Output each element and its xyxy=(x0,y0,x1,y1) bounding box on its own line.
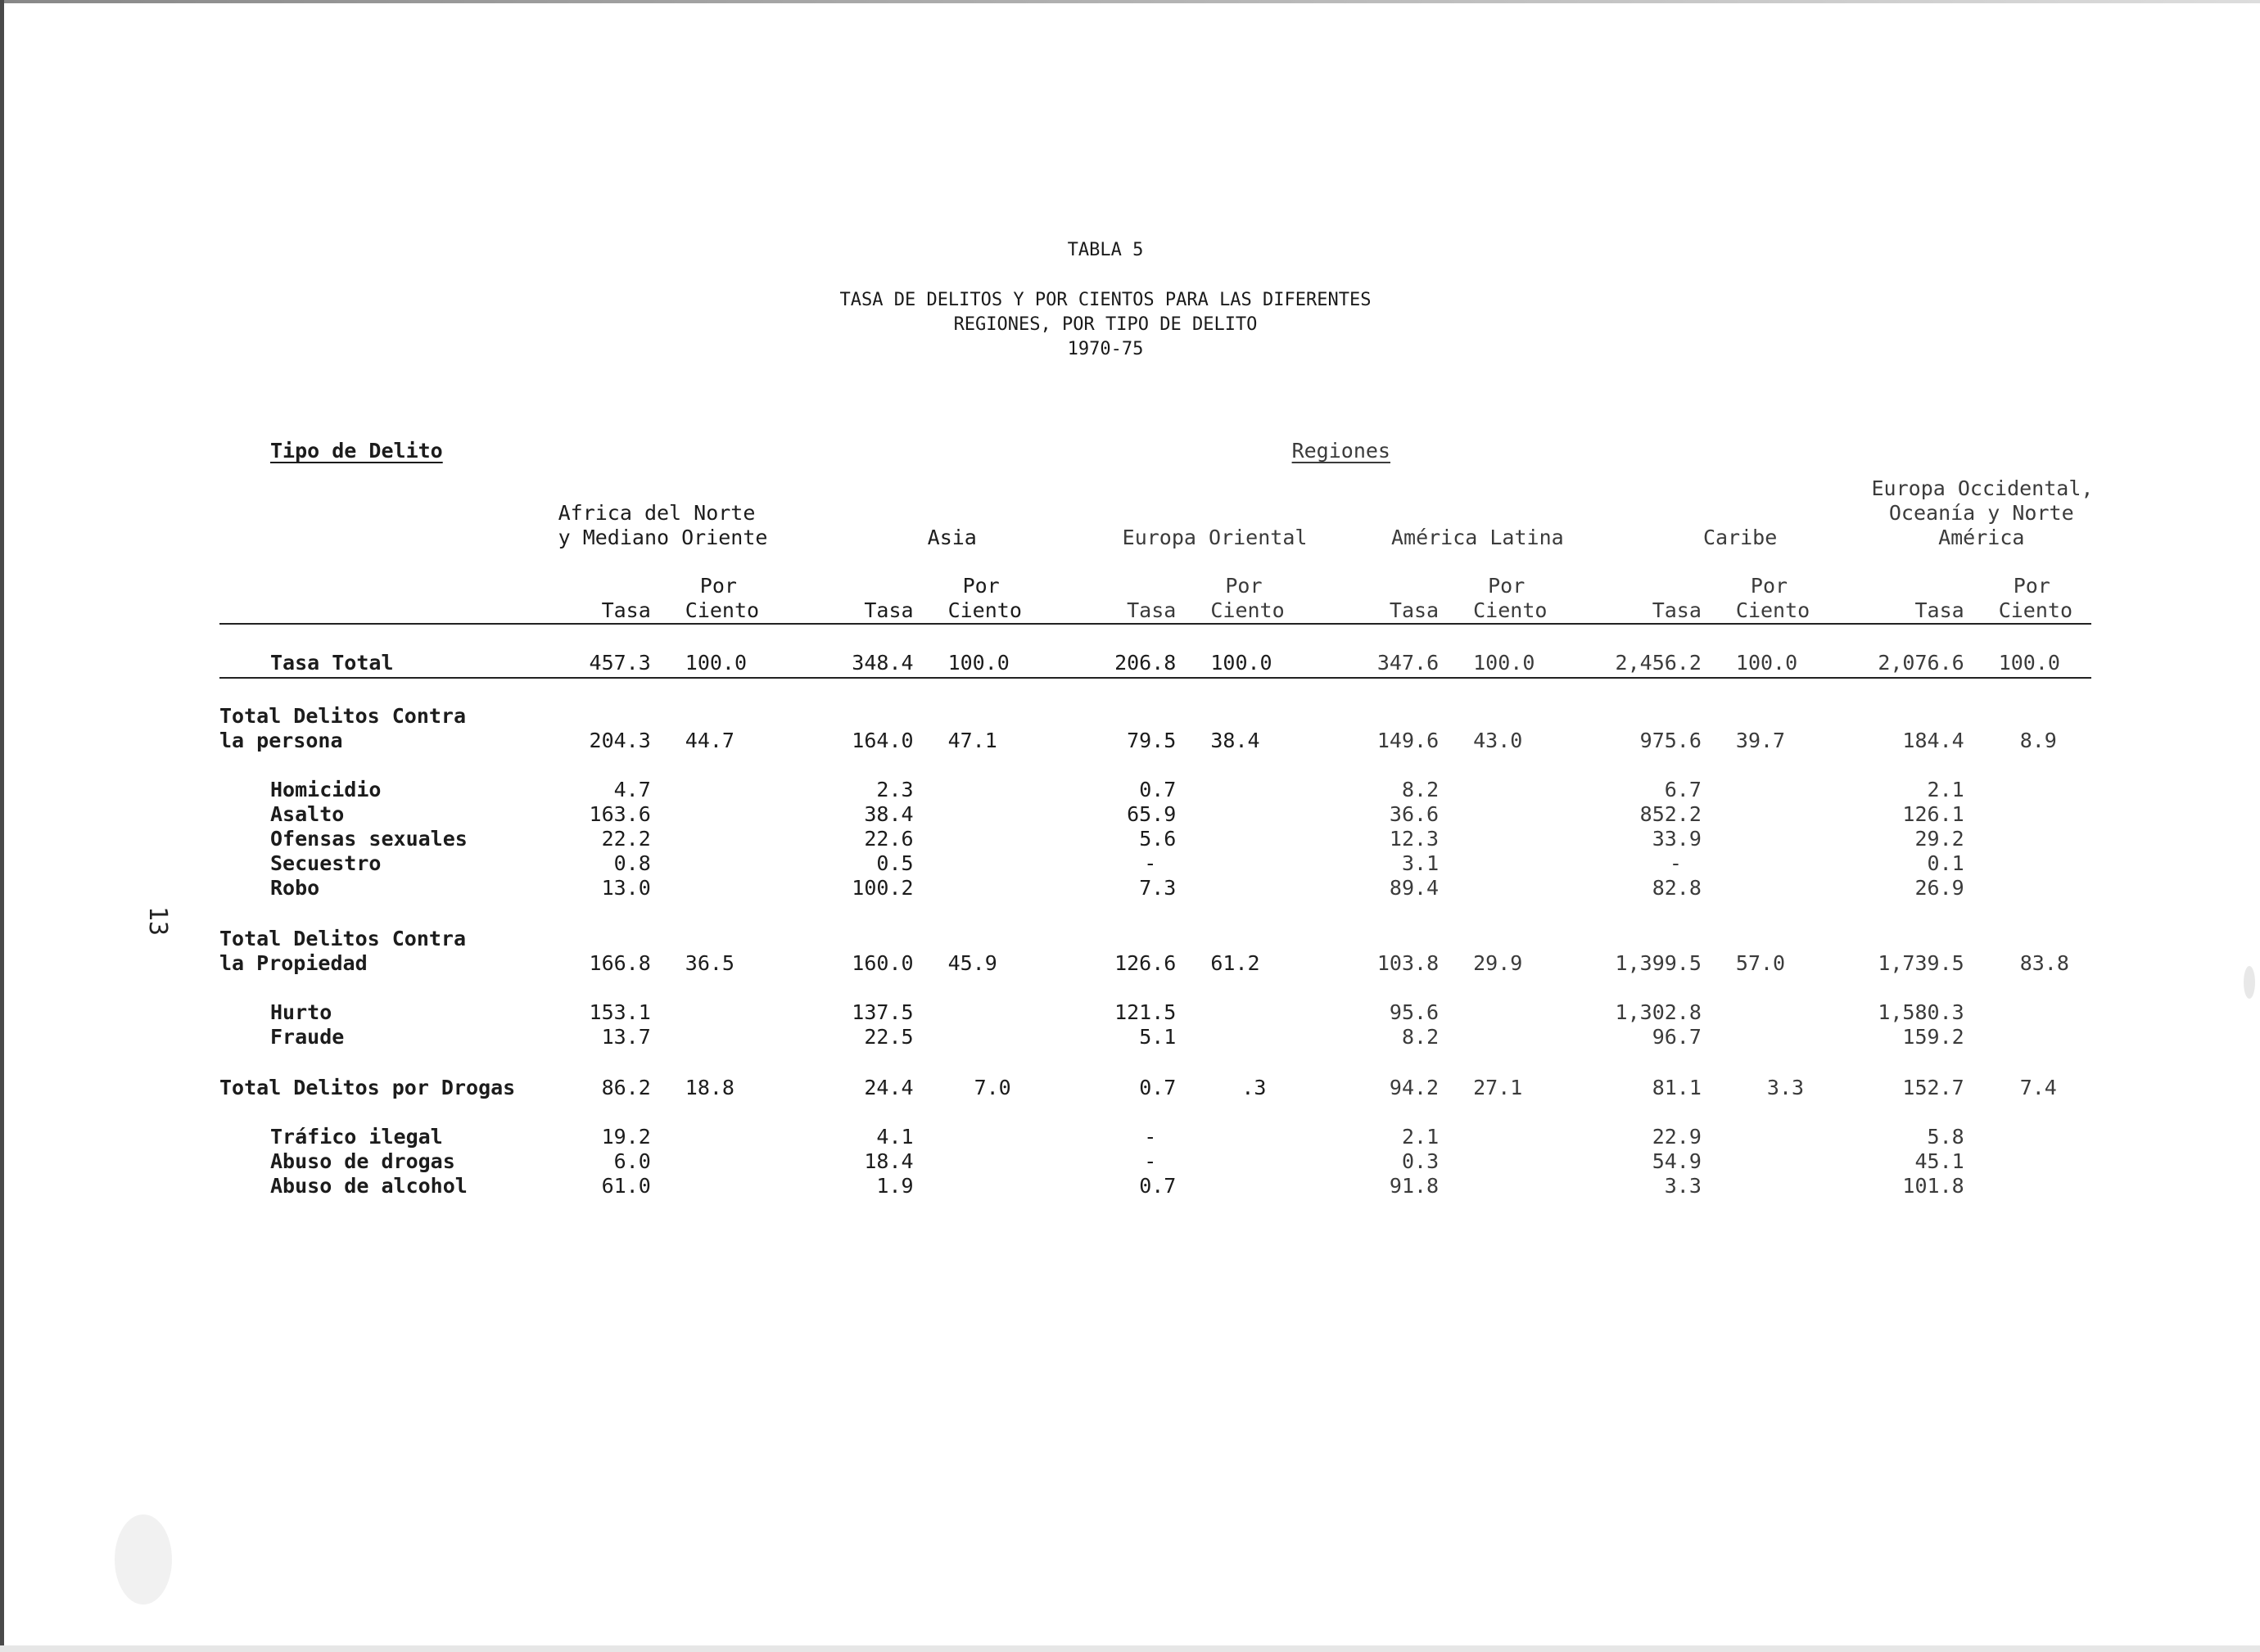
cell-value: 36.6 xyxy=(1389,802,1440,826)
cell-value: 126.6 xyxy=(1114,951,1177,975)
cell-value: 163.6 xyxy=(589,802,651,826)
table-label: TABLA 5 xyxy=(1067,240,1144,260)
table-title-line-1: TASA DE DELITOS Y POR CIENTOS PARA LAS DIFERENTES xyxy=(839,290,1372,310)
page-top-edge xyxy=(0,0,2260,3)
cell-value: 86.2 xyxy=(601,1076,651,1099)
cell-value: 852.2 xyxy=(1639,802,1702,826)
cell-value: 22.9 xyxy=(1652,1125,1702,1149)
cell-value: 166.8 xyxy=(589,951,651,975)
cell-value: 4.1 xyxy=(876,1125,914,1149)
cell-value: 6.7 xyxy=(1664,778,1702,801)
table-row xyxy=(219,753,2091,802)
cell-value: 0.7 xyxy=(1139,1076,1177,1099)
cell-value: 100.0 xyxy=(1721,624,1872,678)
cell-value: 1,580.3 xyxy=(1878,1000,1964,1024)
table-row xyxy=(219,1149,2091,1174)
cell-value: 7.3 xyxy=(1139,876,1177,900)
cell-value: 27.1 xyxy=(1473,1076,1523,1099)
cell-value: .3 xyxy=(1241,1076,1267,1099)
cell-value: 457.3 xyxy=(558,624,671,678)
cell-value: 0.1 xyxy=(1927,851,1964,875)
cell-value: 152.7 xyxy=(1902,1076,1964,1099)
cell-value: 44.7 xyxy=(685,729,734,752)
row-label: Ofensas sexuales xyxy=(270,827,468,851)
cell-value: 1,302.8 xyxy=(1615,1000,1702,1024)
row-label: Abuso de alcohol xyxy=(270,1174,468,1198)
cell-value: 2.3 xyxy=(876,778,914,801)
cell-value: 348.4 xyxy=(820,624,933,678)
cell-value: 100.0 xyxy=(1984,624,2091,678)
cell-value: 0.7 xyxy=(1139,1174,1177,1198)
table-row-section-total xyxy=(219,1049,2091,1100)
subheader-tasa: Tasa xyxy=(1609,550,1721,624)
cell-value: 65.9 xyxy=(1127,802,1177,826)
cell-value: 100.0 xyxy=(671,624,821,678)
cell-value: 83.8 xyxy=(2019,951,2069,975)
cell-value: 0.7 xyxy=(1139,778,1177,801)
table-row xyxy=(219,1100,2091,1149)
cell-value: 3.3 xyxy=(1766,1076,1805,1099)
paper-smudge xyxy=(115,1514,172,1605)
cell-value: 126.1 xyxy=(1902,802,1964,826)
subheader-tasa: Tasa xyxy=(820,550,933,624)
cell-value: 184.4 xyxy=(1902,729,1964,752)
cell-value: 1.9 xyxy=(876,1174,914,1198)
subheader-row xyxy=(219,550,2091,624)
subheader-por-ciento: Por Ciento xyxy=(671,550,821,624)
cell-value: 57.0 xyxy=(1735,951,1786,975)
cell-value: 22.6 xyxy=(864,827,914,851)
cell-value: 3.1 xyxy=(1401,851,1440,875)
cell-value: 18.8 xyxy=(685,1076,734,1099)
cell-value: 8.2 xyxy=(1401,778,1440,801)
cell-value: 100.2 xyxy=(852,876,914,900)
cell-value: 94.2 xyxy=(1389,1076,1440,1099)
cell-value: 5.6 xyxy=(1139,827,1177,851)
cell-value: 159.2 xyxy=(1902,1025,1964,1049)
row-label: Homicidio xyxy=(270,778,382,801)
cell-value: 96.7 xyxy=(1652,1025,1702,1049)
cell-value: 101.8 xyxy=(1902,1174,1964,1198)
cell-value: 36.5 xyxy=(685,951,734,975)
row-label: Hurto xyxy=(270,1000,332,1024)
cell-value: 18.4 xyxy=(864,1149,914,1173)
cell-value: 8.2 xyxy=(1401,1025,1440,1049)
cell-value: 7.4 xyxy=(2019,1076,2057,1099)
subheader-por-ciento: Por Ciento xyxy=(933,550,1084,624)
row-label: Fraude xyxy=(270,1025,345,1049)
cell-value: 54.9 xyxy=(1652,1149,1702,1173)
cell-value: 13.7 xyxy=(601,1025,651,1049)
header-row-top xyxy=(219,439,2091,463)
subheader-por-ciento: Por Ciento xyxy=(1196,550,1346,624)
table-row xyxy=(219,976,2091,1025)
cell-value: 0.3 xyxy=(1401,1149,1440,1173)
cell-value: 26.9 xyxy=(1914,876,1964,900)
cell-value: - xyxy=(1144,1149,1157,1173)
page-number: 13 xyxy=(143,905,172,937)
cell-value: 29.2 xyxy=(1914,827,1964,851)
cell-value: 5.8 xyxy=(1927,1125,1964,1149)
cell-value: 43.0 xyxy=(1473,729,1523,752)
cell-value: 45.1 xyxy=(1914,1149,1964,1173)
table-row xyxy=(219,802,2091,827)
cell-value: 91.8 xyxy=(1389,1174,1440,1198)
region-header-europa-oriental: Europa Oriental xyxy=(1122,526,1308,549)
row-label: Tráfico ilegal xyxy=(270,1125,443,1149)
cell-value: 160.0 xyxy=(852,951,914,975)
cell-value: 2.1 xyxy=(1927,778,1964,801)
subheader-tasa: Tasa xyxy=(1083,550,1196,624)
cell-value: 206.8 xyxy=(1083,624,1196,678)
cell-value: 22.2 xyxy=(601,827,651,851)
table-row xyxy=(219,851,2091,876)
cell-value: 24.4 xyxy=(864,1076,914,1099)
subheader-tasa: Tasa xyxy=(1346,550,1458,624)
cell-value: 164.0 xyxy=(852,729,914,752)
subheader-tasa: Tasa xyxy=(1872,550,1984,624)
cell-value: 33.9 xyxy=(1652,827,1702,851)
table-row-section-total xyxy=(219,678,2091,753)
cell-value: 975.6 xyxy=(1639,729,1702,752)
cell-value: 7.0 xyxy=(974,1076,1011,1099)
cell-value: 4.7 xyxy=(613,778,651,801)
cell-value: 137.5 xyxy=(852,1000,914,1024)
cell-value: 100.0 xyxy=(933,624,1084,678)
table-title-line-3: 1970-75 xyxy=(1067,339,1144,359)
cell-value: 2,076.6 xyxy=(1872,624,1984,678)
row-label: Secuestro xyxy=(270,851,382,875)
cell-value: 12.3 xyxy=(1389,827,1440,851)
cell-value: 6.0 xyxy=(613,1149,651,1173)
subheader-por-ciento: Por Ciento xyxy=(1721,550,1872,624)
cell-value: 22.5 xyxy=(864,1025,914,1049)
cell-value: 3.3 xyxy=(1664,1174,1702,1198)
cell-value: 103.8 xyxy=(1376,951,1440,975)
region-header-caribe: Caribe xyxy=(1702,526,1778,549)
cell-value: 61.2 xyxy=(1210,951,1260,975)
cell-value: 149.6 xyxy=(1376,729,1440,752)
cell-value: 2,456.2 xyxy=(1609,624,1721,678)
cell-value: 204.3 xyxy=(589,729,651,752)
subheader-por-ciento: Por Ciento xyxy=(1458,550,1609,624)
cell-value: 121.5 xyxy=(1114,1000,1177,1024)
cell-value: 153.1 xyxy=(589,1000,651,1024)
subheader-por-ciento: Por Ciento xyxy=(1984,550,2091,624)
cell-value: 81.1 xyxy=(1652,1076,1702,1099)
cell-value: 1,399.5 xyxy=(1615,951,1702,975)
table-row-section-total xyxy=(219,900,2091,976)
table-row xyxy=(219,1025,2091,1049)
cell-value: 47.1 xyxy=(947,729,997,752)
crime-rate-table xyxy=(219,439,2094,1198)
row-label: Robo xyxy=(270,876,320,900)
row-label: Asalto xyxy=(270,802,345,826)
cell-value: 61.0 xyxy=(601,1174,651,1198)
cell-value: 45.9 xyxy=(947,951,997,975)
subheader-tasa: Tasa xyxy=(558,550,671,624)
cell-value: 1,739.5 xyxy=(1878,951,1964,975)
region-header-europa-occidental: Europa Occidental, Oceanía y Norte América xyxy=(1871,476,2094,549)
row-label: Tasa Total xyxy=(219,624,558,678)
region-header-africa: Africa del Norte y Mediano Oriente xyxy=(558,501,768,549)
cell-value: 89.4 xyxy=(1389,876,1440,900)
cell-value: 38.4 xyxy=(1210,729,1260,752)
cell-value: 100.0 xyxy=(1458,624,1609,678)
cell-value: 13.0 xyxy=(601,876,651,900)
section-label: Total Delitos Contra la persona xyxy=(219,704,467,752)
cell-value: 0.8 xyxy=(613,851,651,875)
paper-smudge xyxy=(2244,966,2255,999)
cell-value: 8.9 xyxy=(2019,729,2057,752)
page-left-edge xyxy=(0,0,4,1652)
table-title-line-2: REGIONES, POR TIPO DE DELITO xyxy=(953,314,1258,335)
section-label: Total Delitos por Drogas xyxy=(219,1076,516,1099)
cell-value: 100.0 xyxy=(1196,624,1346,678)
cell-value: 2.1 xyxy=(1401,1125,1440,1149)
row-label: Abuso de drogas xyxy=(270,1149,455,1173)
page-bottom-edge xyxy=(0,1645,2260,1652)
spanner-header: Regiones xyxy=(1291,439,1390,463)
region-header-asia: Asia xyxy=(927,526,977,549)
section-label: Total Delitos Contra la Propiedad xyxy=(219,927,467,975)
cell-value: 79.5 xyxy=(1127,729,1177,752)
cell-value: 82.8 xyxy=(1652,876,1702,900)
cell-value: 29.9 xyxy=(1473,951,1523,975)
cell-value: 5.1 xyxy=(1139,1025,1177,1049)
cell-value: - xyxy=(1144,1125,1157,1149)
cell-value: - xyxy=(1669,851,1682,875)
region-header-america-latina: América Latina xyxy=(1390,526,1564,549)
table-row xyxy=(219,827,2091,851)
table-row-total xyxy=(219,624,2091,678)
cell-value: 38.4 xyxy=(864,802,914,826)
stub-header: Tipo de Delito xyxy=(270,439,443,463)
cell-value: 347.6 xyxy=(1346,624,1458,678)
table-row xyxy=(219,1174,2091,1198)
cell-value: - xyxy=(1144,851,1157,875)
cell-value: 95.6 xyxy=(1389,1000,1440,1024)
region-header-row xyxy=(219,463,2091,550)
cell-value: 19.2 xyxy=(601,1125,651,1149)
cell-value: 39.7 xyxy=(1735,729,1786,752)
table-row xyxy=(219,876,2091,900)
cell-value: 0.5 xyxy=(876,851,914,875)
